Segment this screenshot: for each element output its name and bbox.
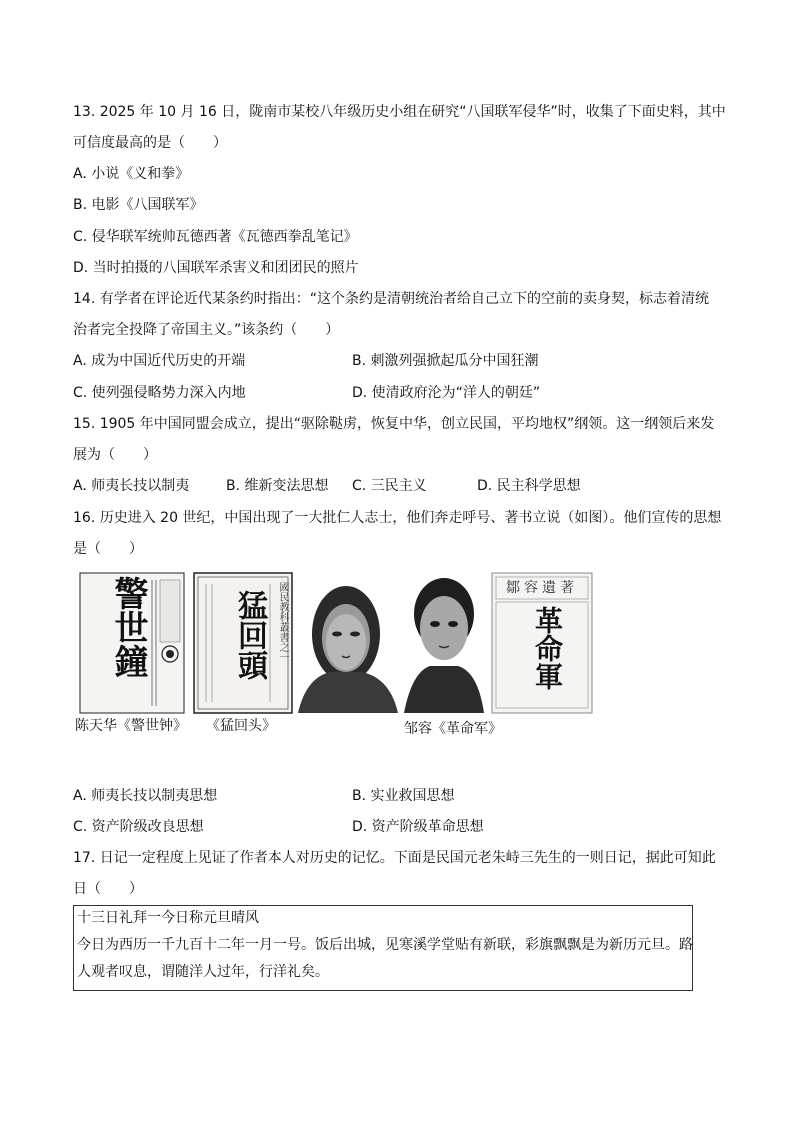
q17-stem-line1: 17. 日记一定程度上见证了作者本人对历史的记忆。下面是民国元老朱峙三先生的一则日记，据此可知此 [73,850,716,866]
book2-side-text: 國民教科叢書之一 [277,582,288,662]
diary-line-1: 十三日礼拜一今日称元旦晴风 [77,910,259,926]
book3-title: 革命軍 [531,606,564,690]
q14-option-c: C. 使列强侵略势力深入内地 [73,385,246,401]
portrait-qiu-jin [296,573,398,713]
q14-option-b: B. 刺激列强掀起瓜分中国狂潮 [352,353,539,369]
q16-figure [78,572,594,714]
portrait-zou-rong [404,573,484,713]
diary-line-3: 人观者叹息，谓随洋人过年，行洋礼矣。 [77,964,329,980]
q16-option-d: D. 资产阶级革命思想 [352,819,484,835]
q13-option-b: B. 电影《八国联军》 [73,197,204,213]
q14-option-a: A. 成为中国近代历史的开端 [73,353,246,369]
q16-stem-line2: 是（ ） [73,541,143,557]
q15-stem-line1: 15. 1905 年中国同盟会成立，提出“驱除鞑虏，恢复中华，创立民国，平均地权”纲领。这一纲领后来发 [73,416,715,432]
q15-stem-line2: 展为（ ） [73,447,157,463]
book3-header: 鄒容遺著 [506,580,578,596]
q14-stem-line1: 14. 有学者在评论近代某条约时指出：“这个条约是清朝统治者给自己立下的空前的卖身契，标志着清统 [73,291,709,307]
q14-option-d: D. 使清政府沦为“洋人的朝廷” [352,385,541,401]
book2-title: 猛回頭 [232,590,267,680]
q13-option-c: C. 侵华联军统帅瓦德西著《瓦德西拳乱笔记》 [73,229,358,245]
caption-zou-rong: 邹容《革命军》 [404,721,502,737]
book1-title: 警世鐘 [108,576,148,678]
q13-stem-line1: 13. 2025 年 10 月 16 日，陇南市某校八年级历史小组在研究“八国联军侵华”时，收集了下面史料，其中 [73,104,726,120]
q17-diary-box [73,905,693,991]
q13-option-a: A. 小说《义和拳》 [73,166,190,182]
q17-stem-line2: 日（ ） [73,881,143,897]
q16-stem-line1: 16. 历史进入 20 世纪，中国出现了一大批仁人志士，他们奔走呼号、著书立说（如图）。他们宣传的思想 [73,510,722,526]
q14-stem-line2: 治者完全投降了帝国主义。”该条约（ ） [73,322,340,338]
q15-option-c: C. 三民主义 [352,478,427,494]
diary-line-2: 今日为西历一千九百十二年一月一号。饭后出城，见寒溪学堂贴有新联，彩旗飘飘是为新历元旦。路 [77,937,693,953]
q16-option-b: B. 实业救国思想 [352,788,455,804]
q15-option-b: B. 维新变法思想 [226,478,329,494]
caption-menghuitou: 《猛回头》 [206,718,276,734]
q16-option-a: A. 师夷长技以制夷思想 [73,788,218,804]
caption-chen-tianhua: 陈天华《警世钟》 [75,718,187,734]
q16-option-c: C. 资产阶级改良思想 [73,819,204,835]
q15-option-d: D. 民主科学思想 [477,478,581,494]
q15-option-a: A. 师夷长技以制夷 [73,478,190,494]
q13-option-d: D. 当时拍摄的八国联军杀害义和团团民的照片 [73,260,359,276]
q13-stem-line2: 可信度最高的是（ ） [73,135,227,151]
